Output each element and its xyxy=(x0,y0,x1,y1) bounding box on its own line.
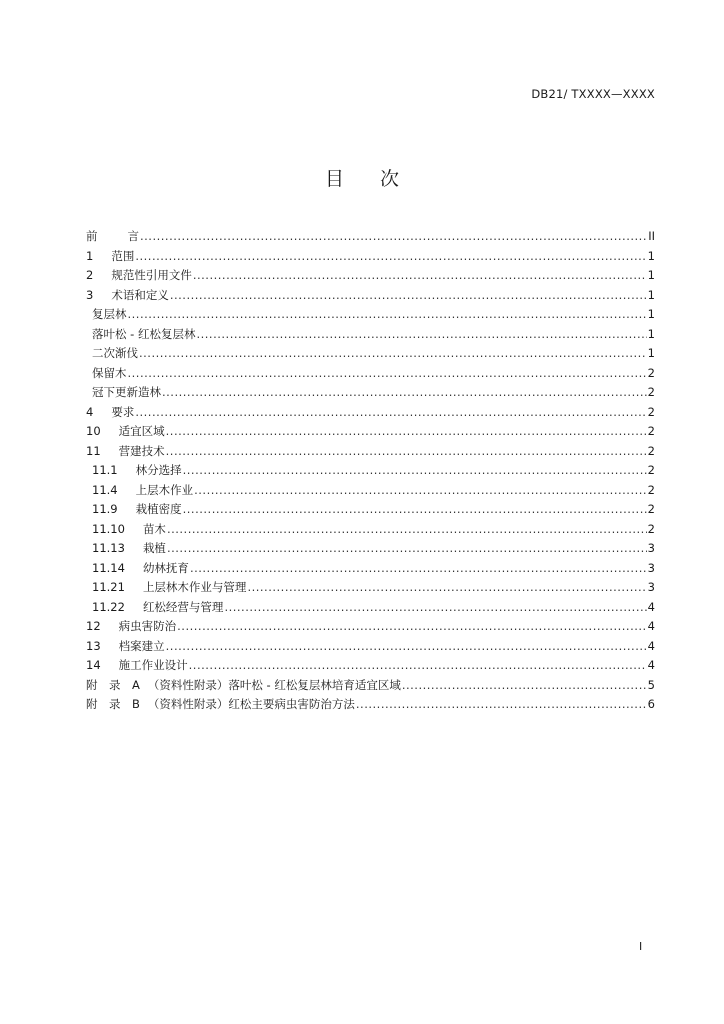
toc-entry-number: 附 录 B xyxy=(86,697,140,711)
toc-entry-page: 2 xyxy=(647,365,655,380)
toc-entry[interactable] xyxy=(86,657,655,677)
toc-entry-text: 栽植密度 xyxy=(135,502,182,516)
toc-entry-page: 2 xyxy=(647,424,655,438)
toc-entry-text: 保留木 xyxy=(92,365,127,380)
toc-entry-number: 2 xyxy=(86,268,94,282)
dot-leader xyxy=(166,444,647,458)
toc-entry-page: 4 xyxy=(647,619,655,633)
toc-entry-page: 2 xyxy=(647,385,655,399)
toc-entry-label xyxy=(92,462,182,478)
toc-entry[interactable] xyxy=(86,482,655,502)
toc-entry-page: 2 xyxy=(647,502,655,516)
toc-entry-page: 5 xyxy=(647,677,655,692)
toc-entry-text: 范围 xyxy=(111,248,135,263)
toc-entry[interactable] xyxy=(86,365,655,385)
toc-entry-text: 栽植 xyxy=(142,541,166,555)
toc-entry[interactable] xyxy=(86,287,655,307)
toc-entry-label xyxy=(86,228,139,244)
toc-entry[interactable] xyxy=(86,248,655,268)
toc-entry-page: 2 xyxy=(647,463,655,477)
toc-entry-number: 11.9 xyxy=(92,502,118,516)
dot-leader xyxy=(356,697,647,711)
dot-leader xyxy=(194,483,647,497)
toc-entry-text: 复层林 xyxy=(92,307,127,321)
dot-leader xyxy=(135,405,646,419)
toc-entry-number: 14 xyxy=(86,658,101,672)
dot-leader xyxy=(140,229,647,243)
toc-entry-label xyxy=(92,326,195,342)
toc-entry-number: 11.22 xyxy=(92,599,125,614)
toc-entry-page: 3 xyxy=(647,560,655,575)
toc-entry-label xyxy=(92,521,166,537)
table-of-contents xyxy=(86,228,655,716)
toc-entry-number: 4 xyxy=(86,404,94,419)
toc-entry-number: 11.10 xyxy=(92,521,125,536)
dot-leader xyxy=(166,424,647,438)
toc-entry-text: 二次渐伐 xyxy=(92,346,138,360)
toc-entry[interactable] xyxy=(86,423,655,443)
toc-entry-page: 1 xyxy=(647,346,655,360)
toc-entry-number: 11.1 xyxy=(92,463,118,477)
toc-entry-label xyxy=(92,482,193,498)
dot-leader xyxy=(128,366,647,380)
toc-entry-page: 6 xyxy=(647,697,655,711)
dot-leader xyxy=(177,619,647,633)
toc-title: 目次 xyxy=(324,168,435,190)
toc-entry-label xyxy=(92,384,161,400)
toc-entry-text: 上层木作业 xyxy=(135,482,194,497)
toc-entry[interactable] xyxy=(86,306,655,326)
toc-entry[interactable] xyxy=(86,501,655,521)
toc-entry-page: II xyxy=(648,229,655,243)
toc-entry-text: 红松经营与管理 xyxy=(142,599,224,614)
toc-entry-label xyxy=(92,365,127,381)
toc-entry[interactable] xyxy=(86,267,655,287)
toc-entry-label xyxy=(86,657,188,673)
toc-entry[interactable] xyxy=(86,345,655,365)
toc-entry-page: 1 xyxy=(647,326,655,341)
toc-entry[interactable] xyxy=(86,443,655,463)
toc-entry[interactable] xyxy=(86,696,655,716)
toc-entry-label xyxy=(86,287,169,303)
toc-entry[interactable] xyxy=(86,462,655,482)
toc-entry[interactable] xyxy=(86,677,655,697)
toc-entry-number: 11.4 xyxy=(92,482,118,497)
toc-entry-page: 1 xyxy=(647,248,655,263)
toc-entry-page: 2 xyxy=(647,404,655,419)
toc-entry-page: 1 xyxy=(647,307,655,321)
dot-leader xyxy=(166,639,647,653)
toc-entry-page: 2 xyxy=(647,482,655,497)
toc-entry-number: 3 xyxy=(86,287,94,302)
dot-leader xyxy=(162,385,647,399)
toc-entry-text: 施工作业设计 xyxy=(118,658,188,672)
toc-entry-text: 要求 xyxy=(111,404,135,419)
dot-leader xyxy=(190,561,647,575)
dot-leader xyxy=(183,463,647,477)
toc-entry[interactable] xyxy=(86,521,655,541)
toc-entry[interactable] xyxy=(86,384,655,404)
toc-entry-page: 4 xyxy=(647,638,655,653)
toc-entry-number: 1 xyxy=(86,248,94,263)
toc-entry[interactable] xyxy=(86,404,655,424)
toc-entry-page: 2 xyxy=(647,443,655,458)
toc-entry-number: 10 xyxy=(86,424,101,438)
toc-entry[interactable] xyxy=(86,228,655,248)
toc-entry-number: 11.21 xyxy=(92,580,125,594)
dot-leader xyxy=(193,268,647,282)
toc-entry-label xyxy=(92,540,166,556)
toc-entry-label xyxy=(86,248,134,264)
toc-entry-text: 档案建立 xyxy=(118,638,165,653)
document-code: DB21/ TXXXX—XXXX xyxy=(531,87,655,101)
toc-entry-page: 1 xyxy=(647,268,655,282)
toc-entry-number: 13 xyxy=(86,638,101,653)
toc-entry-text: 规范性引用文件 xyxy=(111,268,192,282)
toc-entry[interactable] xyxy=(86,599,655,619)
dot-leader xyxy=(183,502,647,516)
toc-entry[interactable] xyxy=(86,579,655,599)
dot-leader xyxy=(139,346,647,360)
toc-entry-text: 苗木 xyxy=(142,521,166,536)
toc-entry-text: 术语和定义 xyxy=(111,287,169,302)
toc-entry-number: 11.14 xyxy=(92,560,125,575)
toc-entry-text: （资料性附录）红松主要病虫害防治方法 xyxy=(147,697,355,711)
toc-entry-label xyxy=(86,267,192,283)
dot-leader xyxy=(224,600,646,614)
toc-entry[interactable] xyxy=(86,638,655,658)
toc-entry-number: 12 xyxy=(86,619,101,633)
dot-leader xyxy=(135,249,646,263)
toc-entry-label xyxy=(92,345,138,361)
toc-entry-label xyxy=(86,618,176,634)
dot-leader xyxy=(170,288,647,302)
dot-leader xyxy=(128,307,647,321)
toc-entry-label xyxy=(86,677,401,693)
toc-entry[interactable] xyxy=(86,540,655,560)
toc-entry-number: 附 录 A xyxy=(86,677,140,692)
toc-entry-page: 1 xyxy=(647,287,655,302)
toc-entry-page: 4 xyxy=(647,599,655,614)
toc-entry-page: 2 xyxy=(647,521,655,536)
toc-entry-number: 11.13 xyxy=(92,541,125,555)
toc-entry-label xyxy=(92,501,182,517)
dot-leader xyxy=(402,678,647,692)
page-number: I xyxy=(639,940,643,953)
toc-entry-label xyxy=(86,638,165,654)
toc-entry-text: 营建技术 xyxy=(118,443,165,458)
toc-entry-text: 林分选择 xyxy=(135,463,182,477)
toc-entry-page: 3 xyxy=(647,580,655,594)
toc-entry[interactable] xyxy=(86,560,655,580)
toc-entry-number: 11 xyxy=(86,443,101,458)
dot-leader xyxy=(247,580,646,594)
toc-entry-text: 言 xyxy=(127,229,139,243)
toc-entry-page: 3 xyxy=(647,541,655,555)
toc-entry-label xyxy=(92,560,189,576)
dot-leader xyxy=(167,522,647,536)
toc-entry-label xyxy=(92,579,246,595)
toc-entry[interactable] xyxy=(86,618,655,638)
toc-entry-page: 4 xyxy=(647,658,655,672)
toc-entry-label xyxy=(92,306,127,322)
toc-entry-label xyxy=(86,443,165,459)
toc-entry-text: 冠下更新造林 xyxy=(92,385,161,399)
toc-entry-label xyxy=(86,404,134,420)
toc-entry-text: 落叶松 - 红松复层林 xyxy=(92,326,196,341)
dot-leader xyxy=(196,327,646,341)
toc-entry-label xyxy=(86,423,165,439)
toc-entry-label xyxy=(86,696,355,712)
toc-entry-text: 上层林木作业与管理 xyxy=(142,580,247,594)
dot-leader xyxy=(167,541,647,555)
toc-entry-text: 适宜区域 xyxy=(118,424,165,438)
dot-leader xyxy=(189,658,647,672)
toc-entry-label xyxy=(92,599,223,615)
toc-entry[interactable] xyxy=(86,326,655,346)
toc-entry-text: 病虫害防治 xyxy=(118,619,177,633)
toc-entry-text: （资料性附录）落叶松 - 红松复层林培育适宜区域 xyxy=(147,677,401,692)
toc-entry-number: 前 xyxy=(86,229,98,243)
toc-entry-text: 幼林抚育 xyxy=(142,560,189,575)
